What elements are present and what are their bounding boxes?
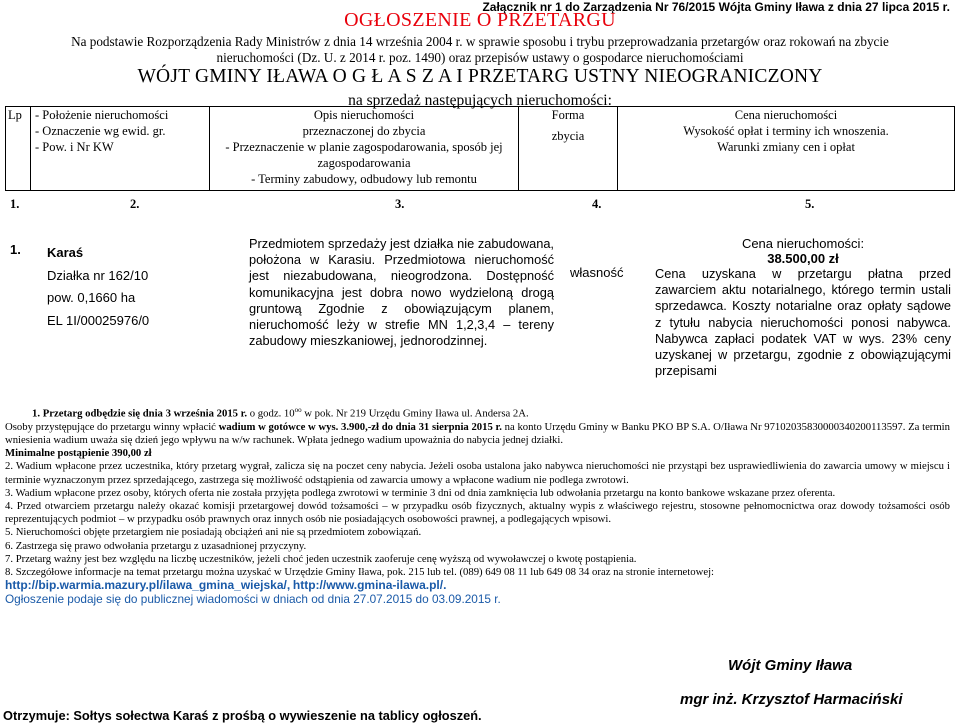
note-3: 3. Wadium wpłacone przez osoby, których oferta nie została przyjęta podlega zwrotowi w terminie 3 dni od dnia zamknięcia lub odwołania przetargu na konto bankowe wskazane przez oferenta. [5,486,836,499]
col-price-header [618,107,955,191]
note-4: 4. Przed otwarciem przetargu należy okazać komisji przetargowej dowód tożsamości – w przypadku osób fizycznych, aktualny wypis z właściwego rejestru, stosowne pełnomocnictwa oraz dowody tożsamości osób reprezentujących podmiot – w przypadku osób prawnych oraz innych osób nie posiadających osobowości prawnej, a podlegających wpisowi. [5,499,950,526]
row-price-label: Cena nieruchomości: [741,236,865,251]
posting-period: Ogłoszenie podaje się do publicznej wiadomości w dniach od dnia 27.07.2015 do 03.09.2015 r. [5,592,501,607]
row-area: pow. 0,1660 ha [47,290,136,305]
row-price-text: Cena uzyskana w przetargu płatna przed zawarciem aktu notarialnego, którego termin ustali sprzedawca. Koszty notarialne oraz opłaty sądowe z tytułu nabycia nieruchomości ponosi nabywca. Nabywca zapłaci podatek VAT w wys. 23% ceny uzyskanej w przetargu, zgodnie z obowiązującymi przepisami [655,266,951,379]
col4-line: zbycia [551,129,585,143]
col-form-header [519,107,618,191]
signature-name: mgr inż. Krzysztof Harmaciński [680,691,903,708]
row-lp: 1. [10,242,21,257]
col4-line: Forma [551,108,585,122]
page-title: OGŁOSZENIE O PRZETARGU [344,9,616,31]
footer-recipient: Otrzymuje: Sołtys sołectwa Karaś z prośbą o wywieszenie na tablicy ogłoszeń. [3,708,482,723]
column-number: 4. [592,197,602,211]
column-number: 2. [130,197,140,211]
row-description: Przedmiotem sprzedaży jest działka nie zabudowana, położona w Karasiu. Przedmiotowa nieruchomość jest niezabudowana, nieogrodzona. Dostępność komunikacyjna jest dobra nowo wydzieloną drogą gruntową Zgodnie z obowiązującym planem, nieruchomość leży w strefie MN 1,2,3,4 – tereny zabudowy mieszkaniowej, jednorodzinnej. [249,236,554,349]
note-7: 7. Przetarg ważny jest bez względu na liczbę uczestników, jeżeli choć jeden uczestnik zaoferuje cenę wyższą od wywoławczej o kwotę postąpienia. [5,552,637,565]
note-5: 5. Nieruchomości objęte przetargiem nie posiadają obciążeń ani nie są przedmiotem zobowiązań. [5,526,422,539]
col3-line: Opis nieruchomości [313,108,415,122]
col3-line: przeznaczonej do zbycia [302,124,426,138]
row-form: własność [570,265,624,280]
col-lp-header: Lp [6,107,31,191]
col5-line: Warunki zmiany cen i opłat [717,140,855,154]
gmina-link[interactable]: http://www.gmina-ilawa.pl/. [292,578,447,593]
signature-role: Wójt Gminy Iława [728,657,853,674]
row-location: Karaś [47,245,84,260]
note-6: 6. Zastrzega się prawo odwołania przetargu z uzasadnionej przyczyny. [5,539,307,552]
row-location-block [47,242,227,332]
col2-line: - Położenie nieruchomości [35,108,169,122]
col3-line: zagospodarowania [317,156,411,170]
attachment-note: Załącznik nr 1 do Zarządzenia Nr 76/2015 Wójta Gminy Iława z dnia 27 lipca 2015 r. [482,0,950,14]
legal-basis-line-1: Na podstawie Rozporządzenia Rady Ministrów z dnia 14 września 2004 r. w sprawie sposobu i trybu przeprowadzania przetargów oraz rokowań na zbycie [71,34,889,49]
announcer-heading: WÓJT GMINY IŁAWA O G Ł A S Z A I PRZETARG USTNY NIEOGRANICZONY [137,66,823,87]
row-parcel: Działka nr 162/10 [47,267,149,283]
row-price: 38.500,00 zł [767,251,839,266]
header-table [5,106,955,191]
notes-section [5,404,950,607]
col-location-header [31,107,210,191]
col2-line: - Oznaczenie wg ewid. gr. [35,124,166,138]
legal-basis-line-2: nieruchomości (Dz. U. z 2014 r. poz. 1490) oraz przepisów ustawy o gospodarce nieruchomościami [216,50,744,65]
note-1-deposit: Osoby przystępujące do przetargu winny wpłacić wadium w gotówce w wys. 3.900,-zł do dnia 31 sierpnia 2015 r. na konto Urzędu Gminy w Banku PKO BP S.A. O/Iława Nr 97102035830000340200113597. Za termin wniesienia wadium uważa się dzień jego wpływu na w/w rachunek. Wpłata jednego wadium upoważnia do nabycia jednej działki. [5,420,950,446]
note-1: 1. Przetarg odbędzie się dnia 3 września 2015 r. o godz. $10^{oo}$ w pok. Nr 219 Urzędu Gminy Iława ul. Andersa 2A. [32,406,529,420]
row-kw: EL 1I/00025976/0 [47,312,150,328]
bip-link[interactable]: http://bip.warmia.mazury.pl/ilawa_gmina_wiejska/, [5,578,291,593]
column-number: 1. [10,197,20,211]
links-line [5,579,950,593]
col2-line: - Pow. i Nr KW [35,140,114,154]
row-price-block [655,236,951,379]
col5-line: Wysokość opłat i terminy ich wnoszenia. [683,124,889,138]
col5-line: Cena nieruchomości [734,108,838,122]
note-1-min-bid: Minimalne postąpienie 390,00 zł [5,447,152,460]
col-description-header [210,107,519,191]
col3-line: - Przeznaczenie w planie zagospodarowania, sposób jej [225,140,503,154]
column-number: 5. [805,197,815,211]
note-2: 2. Wadium wpłacone przez uczestnika, który przetarg wygrał, zalicza się na poczet ceny nabycia. Jeżeli osoba ustalona jako nabywca nieruchomości nie przystąpi bez usprawiedliwienia do zawarcia umowy w miejscu i terminie wyznaczonym przez sprzedającego, zastrzega się możliwość odstąpienia od zawarcia umowy a wpłacone wadium nie podlega zwrotowi. [5,460,950,486]
note-8: 8. Szczegółowe informacje na temat przetargu można uzyskać w Urzędzie Gminy Iława, pok. 215 lub tel. (089) 649 08 11 lub 649 08 34 oraz na stronie internetowej: [5,566,715,578]
column-number: 3. [395,197,405,211]
subheading: na sprzedaż następujących nieruchomości: [348,92,612,109]
col3-line: - Terminy zabudowy, odbudowy lub remontu [251,172,477,186]
